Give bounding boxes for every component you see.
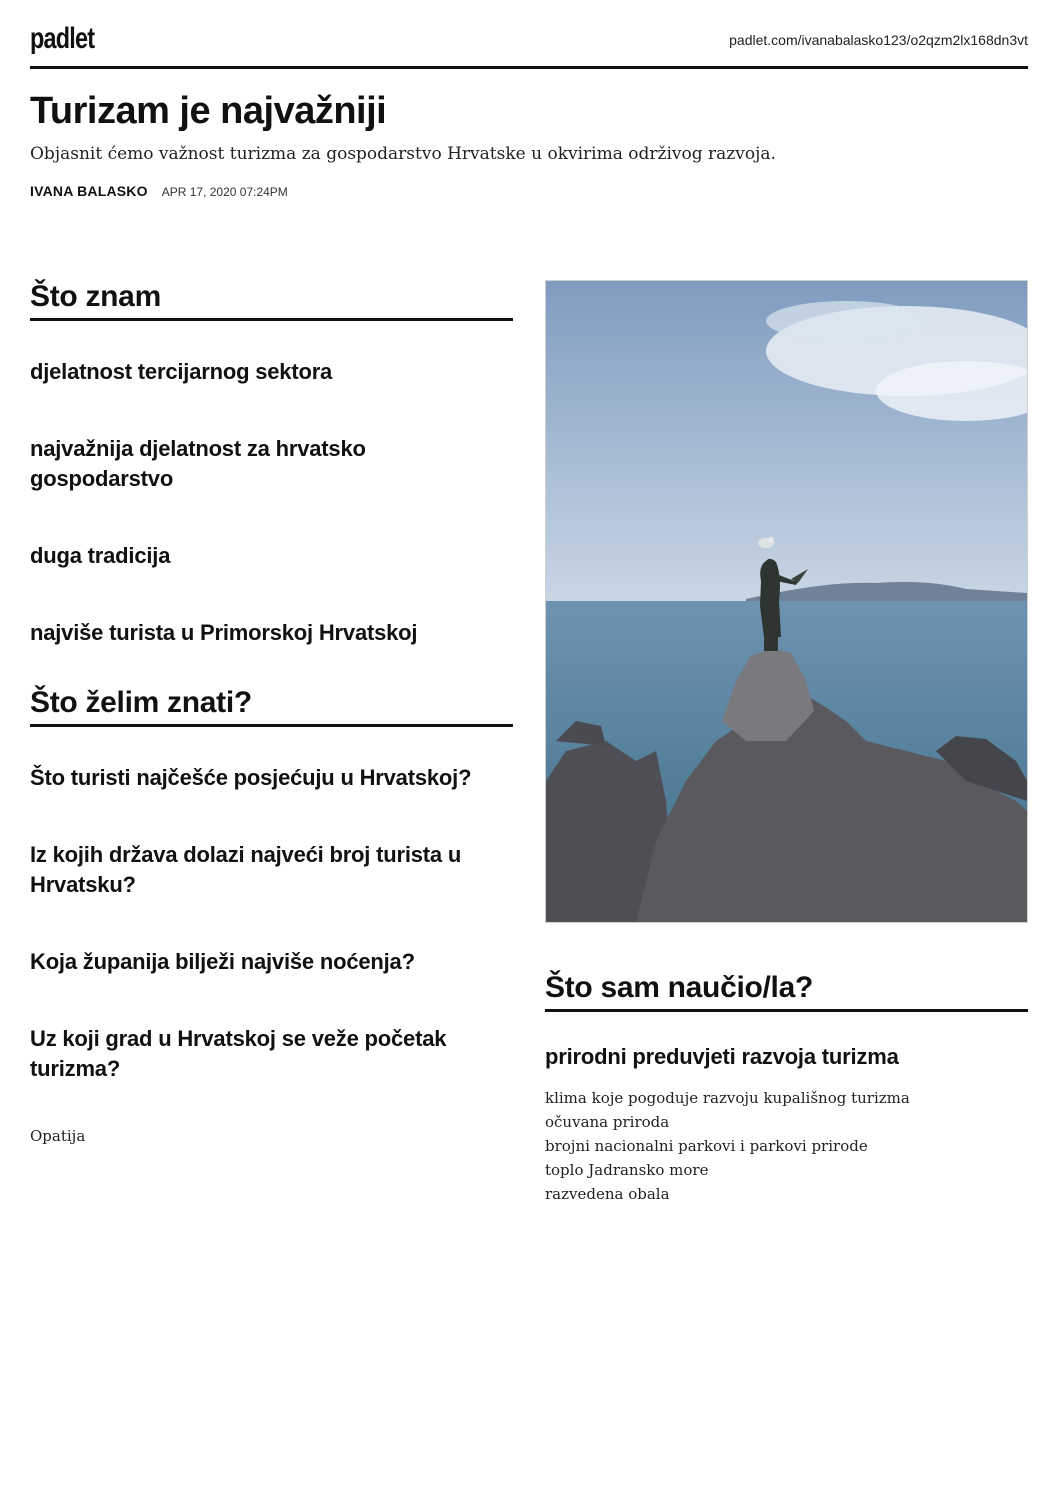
- board-meta: [30, 183, 288, 199]
- post-title[interactable]: Koja županija bilježi najviše noćenja?: [30, 949, 415, 974]
- post-title[interactable]: duga tradicija: [30, 543, 171, 568]
- section-heading-learned: Što sam naučio/la?: [545, 971, 1028, 1012]
- post-title[interactable]: Iz kojih država dolazi najveći broj turista u Hrvatsku?: [30, 842, 462, 897]
- post-body-line: klima koje pogoduje razvoju kupališnog turizma: [545, 1089, 910, 1107]
- board-description: Objasnit ćemo važnost turizma za gospodarstvo Hrvatske u okvirima održivog razvoja.: [30, 144, 776, 164]
- post-body: [545, 1086, 1028, 1206]
- post-title[interactable]: Uz koji grad u Hrvatskoj se veže početak turizma?: [30, 1026, 447, 1081]
- board-title: Turizam je najvažniji: [30, 90, 387, 132]
- padlet-logo[interactable]: padlet: [30, 22, 95, 55]
- post-body: Opatija: [30, 1127, 86, 1145]
- author-name: IVANA BALASKO: [30, 183, 148, 199]
- post-title[interactable]: prirodni preduvjeti razvoja turizma: [545, 1044, 899, 1069]
- column-left: [30, 280, 513, 1148]
- statue-photo[interactable]: [545, 280, 1028, 923]
- column-right: [545, 280, 1028, 1206]
- post-title[interactable]: Što turisti najčešće posjećuju u Hrvatskoj?: [30, 765, 472, 790]
- board-date: APR 17, 2020 07:24PM: [161, 185, 288, 199]
- section-heading-know: Što znam: [30, 280, 513, 321]
- post-title[interactable]: djelatnost tercijarnog sektora: [30, 359, 333, 384]
- board-url[interactable]: padlet.com/ivanabalasko123/o2qzm2lx168dn3vt: [729, 32, 1028, 48]
- post-body-line: očuvana priroda: [545, 1113, 670, 1131]
- post-body-line: razvedena obala: [545, 1185, 670, 1203]
- section-heading-want: Što želim znati?: [30, 686, 513, 727]
- post-body-line: toplo Jadransko more: [545, 1161, 709, 1179]
- post-title[interactable]: najvažnija djelatnost za hrvatsko gospodarstvo: [30, 436, 366, 491]
- post-title[interactable]: najviše turista u Primorskoj Hrvatskoj: [30, 620, 418, 645]
- post-body-line: brojni nacionalni parkovi i parkovi prirode: [545, 1137, 868, 1155]
- page-header: [30, 18, 1028, 69]
